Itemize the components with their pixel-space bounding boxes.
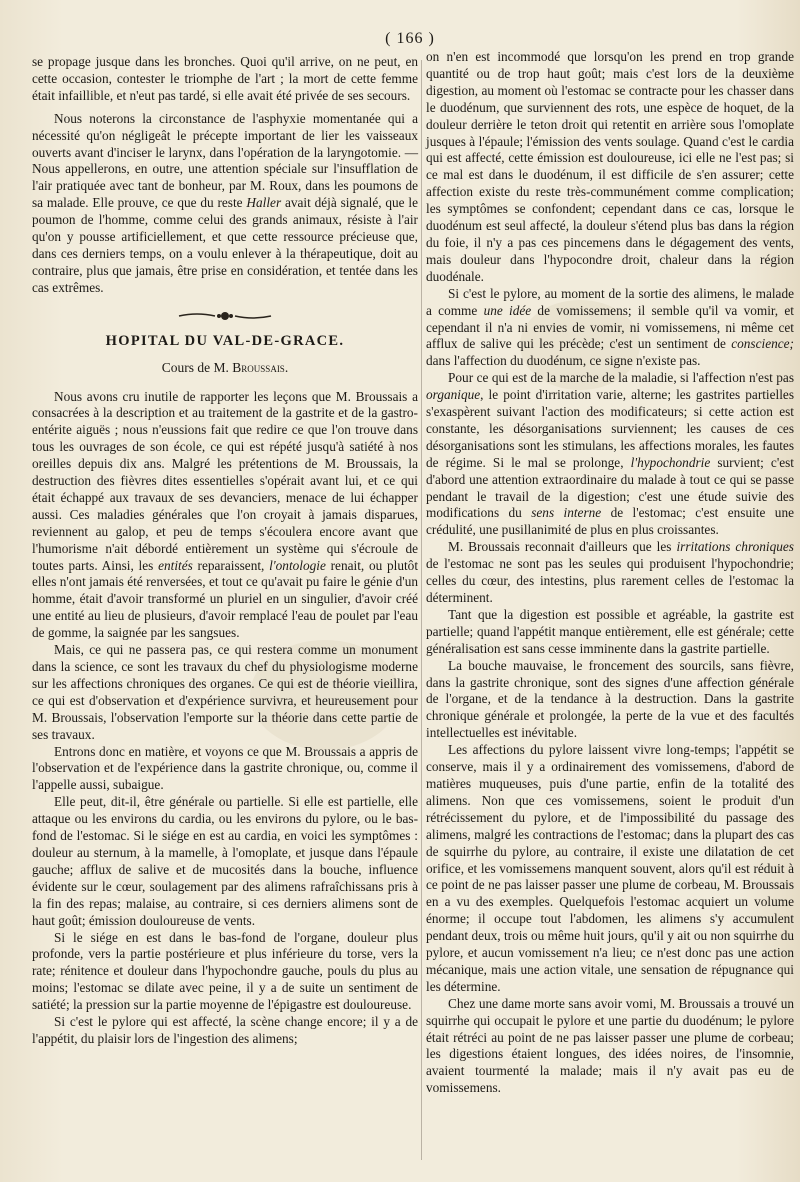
paragraph-text: renait, ou plutôt elles n'ont jamais été renversées, et tout ce qu'avait pu faire le génie d'un homme, était d'avoir transformé un pluriel en un singulier, d'avoir créé une entité au lieu de plusieurs, d'avoir remplacé l'eau de poulet par l'eau de gomme, la saignée par les sangsues.: [32, 557, 419, 641]
paragraph: La bouche mauvaise, le froncement des sourcils, sans fièvre, dans la gastrite chronique, sont des signes d'une affection générale de l'organe, et de la tendance à la destruction. Dans la gastrite chronique générale et prolongée, la perte de la vue et des facultés intellectuelles est inévitable.: [426, 657, 794, 741]
paragraph-text: de vomissemens; il semble qu'il va vomir, et cependant il n'a ni envies de vomir, ni vomissemens, ni même cet afflux de salive qui les précède; c'est un sentiment de: [426, 302, 794, 352]
paragraph-text: Si c'est le pylore, au moment de la sortie des alimens, le malade a comme: [426, 285, 794, 318]
right-column: [426, 49, 794, 1097]
emphasis: irritations chroniques: [676, 539, 794, 555]
paragraph-text: Pour ce qui est de la marche de la maladie, si l'affection n'est pas: [448, 370, 794, 386]
paragraph: Elle peut, dit-il, être générale ou partielle. Si elle est partielle, elle attaque ou les environs du cardia, ou les environs du pylore, ou le bas-fond de l'estomac. Si le siége en est au cardia, en voici les symptômes : douleur au sternum, à la mamelle, à l'omoplate, et jusque dans l'épaule gauche; afflux de salive et de mucosités dans la bouche, influence évidente sur le cœur, soulagement par des alimens rafraîchissans pris à la fin des repas; malaise, au contraire, si ces derniers alimens sont de haut goût; émission douloureuse de vents.: [32, 794, 418, 928]
paragraph-text: survient; c'est d'abord une attention extraordinaire du malade à tout ce qui se passe pendant le travail de la digestion; c'est une étude suivie des modifications du: [426, 454, 794, 521]
left-column: [32, 54, 418, 1048]
paragraph: Chez une dame morte sans avoir vomi, M. Broussais a trouvé un squirrhe qui occupait le pylore et une partie du duodénum; le pylore était rétréci au point de ne pas laisser passer une plume de corbeau; les digestions étaient longues, des idées noires, de l'insomnie, avaient tourmenté la malade; mais il n'y avait pas eu de vomissemens.: [426, 995, 794, 1096]
paragraph: [426, 539, 794, 607]
paragraph-text: Nous noterons la circonstance de l'asphyxie momentanée qui a nécessité qu'on négligeât le précepte important de lier les vaisseaux ouverts avant d'inciser le larynx, dans l'opération de la laryngotomie. — Nous appellerons, en outre, une attention spéciale sur l'insufflation de l'air pratiquée avec tant de bonheur, par M. Roux, dans les poumons de sa malade. Elle prouve, ce que du reste: [32, 110, 418, 211]
emphasis: entités: [158, 557, 193, 573]
paragraph: on n'en est incommodé que lorsqu'on les prend en trop grande quantité ou de trop haut goût; mais c'est lors de la deuxième digestion, au moment où l'estomac se contracte pour les chasser dans le duodénum, que surviennent des rots, une espèce de hoquet, de la douleur derrière le teton droit qui retentit en arrière sous l'omoplate jusques à l'épaule; l'émission des vents soulage. Quand c'est le cardia qui est affecté, cette émission est douloureuse, ici elle ne l'est pas; si ce mal est dans le duodénum, il est difficile de s'en assurer; cette affection existe du reste très-communément comme complication; les symptômes se confondent; cependant dans ce cas, lorsque le duodénum est seul affecté, la douleur s'étend plus bas dans la région du foie, il n'y a pas ces pincemens dans le dégagement des vents, mais douleur dans l'hypocondre droit, chaleur dans la région duodénale.: [426, 49, 794, 284]
paragraph: Mais, ce qui ne passera pas, ce qui restera comme un monument dans la science, ce sont les travaux du chef du physiologisme moderne sur les affections chroniques des organes. Ce qui est de théorie vieillira, ce qui est d'observation et d'expérience survivra, et heureusement pour M. Broussais, l'observation l'emporte sur la théorie dans cette partie de ses travaux.: [32, 642, 418, 742]
column-divider: [421, 60, 422, 1160]
paragraph: [426, 286, 794, 371]
paragraph: [32, 389, 418, 643]
paragraph: [32, 111, 418, 297]
paragraph: Tant que la digestion est possible et agréable, la gastrite est partielle; quand l'appétit manque entièrement, elle est générale; cette généralisation est sans cesse imminente dans la gastrite partielle.: [426, 606, 794, 656]
lecture-title: [32, 360, 418, 377]
paragraph: [426, 370, 794, 539]
emphasis: une idée: [483, 302, 532, 318]
paragraph: Les affections du pylore laissent vivre long-temps; l'appétit se conserve, mais il y a ordinairement des vomissemens, d'abord de matières muqueuses, puis d'une partie, enfin de la totalité des alimens. Non que ces vomissemens, soient le produit d'un rétrécissement du pylore, et de l'impossibilité du passage des alimens, malgré les contractions de l'estomac; dans la plupart des cas de squirrhe du pylore, au contraire, il existe une dilatation de cet orifice, et les vomissemens manquent souvent, alors qu'il est réduit à ce point de ne pas laisser passer une plume de corbeau, M. Broussais en a vu des exemples. Quelquefois l'estomac acquiert un volume énorme; il occupe tout l'abdomen, les alimens s'y accumulent pendant deux, trois ou même huit jours, qu'il y ait ou non squirrhe du pylore, et aucun vomissement n'a lieu; ce n'est donc pas une action mécanique, mais une action vitale, une sensation de répugnance qui les détermine.: [426, 742, 794, 994]
paragraph-text: M. Broussais reconnait d'ailleurs que les: [448, 539, 677, 555]
paragraph-text: reparaissent,: [192, 557, 270, 573]
paragraph: Si le siége en est dans le bas-fond de l'organe, douleur plus profonde, vers la partie postérieure et plus inférieure du torse, vers la rate; rénitence et douleur dans l'hypochondre gauche, pouls du plus au moins; l'estomac se dilate avec peine, il y a de suite un sentiment de satiété; la pression sur la partie moyenne de l'épigastre est douloureuse.: [32, 929, 418, 1013]
emphasis: Haller: [246, 195, 282, 211]
paragraph: se propage jusque dans les bronches. Quoi qu'il arrive, on ne peut, en cette occasion, contester le triomphe de l'art ; la mort de cette femme était infaillible, et n'eut pas tardé, si elle avait été privée de ses secours.: [32, 54, 418, 103]
ornament-divider: [177, 311, 273, 321]
emphasis: sens interne: [531, 505, 602, 521]
paragraph-text: de l'estomac ne sont pas les seules qui produisent l'hypochondrie; celles du cœur, des intestins, plus rarement celles de l'estomac la déterminent.: [426, 556, 794, 605]
page-number: ( 166 ): [385, 30, 435, 47]
paragraph-text: de l'estomac; c'est ensuite une crédulité, une pusillanimité de plus en plus croissantes.: [426, 505, 795, 538]
section-title: HOPITAL DU VAL-DE-GRACE.: [105, 332, 345, 349]
paragraph-text: , le point d'irritation varie, alterne; les gastrites partielles s'exaspèrent suivant l'action des modificateurs; si cette action est constante, les désorganisations surviennent; les causes de ces désorganisations sont les stimulans, les affections morales, les fautes de régime. Si le mal se prolonge,: [426, 387, 794, 470]
paragraph-text: avait déjà signalé, que le poumon de l'homme, comme celui des grands animaux, résiste à l'air qu'on y pousse artificiellement, et que cette ressource précieuse que, dans ces derniers temps, on a voulu enlever à la thérapeutique, doit au contraire, plus que jamais, être prise en considération, et tentée dans les cas extrêmes.: [32, 195, 418, 295]
lecture-author: Broussais.: [232, 359, 289, 375]
emphasis: organique: [426, 387, 481, 403]
lecture-prefix: Cours de M.: [161, 359, 233, 375]
paragraph: Entrons donc en matière, et voyons ce que M. Broussais a appris de l'observation et de l'expérience dans la gastrite chronique, ou, comme il l'appelle aussi, subaigue.: [32, 743, 418, 793]
emphasis: l'hypochondrie: [630, 454, 711, 470]
emphasis: conscience;: [731, 336, 794, 352]
paragraph-text: Nous avons cru inutile de rapporter les leçons que M. Broussais a consacrées à la description et au traitement de la gastrite et de la gastro-entérite aiguës ; nous n'eussions fait que redire ce que l'on trouve dans tous les ouvrages de son école, ce qui est répété jusqu'à satiété à nos oreilles depuis dix ans. Malgré les prétentions de M. Broussais, la destruction des fièvres dites essentielles s'opérait avant lui, et ce qui était échappé aux travaux de ses devanciers, menace de lui échapper aussi. Ces maladies générales que l'on croyait à jamais disparues, reviennent au galop, et peu de temps s'écoulera encore avant que l'humorisme n'ait débordé entièrement un système qui s'écroule de toutes parts. Ainsi, les: [32, 388, 418, 573]
paragraph: Si c'est le pylore qui est affecté, la scène change encore; il y a de l'appétit, du plaisir lors de l'ingestion des alimens;: [32, 1014, 418, 1046]
emphasis: l'ontologie: [269, 557, 326, 573]
paragraph-text: dans l'affection du duodénum, ce signe n'existe pas.: [426, 353, 701, 369]
